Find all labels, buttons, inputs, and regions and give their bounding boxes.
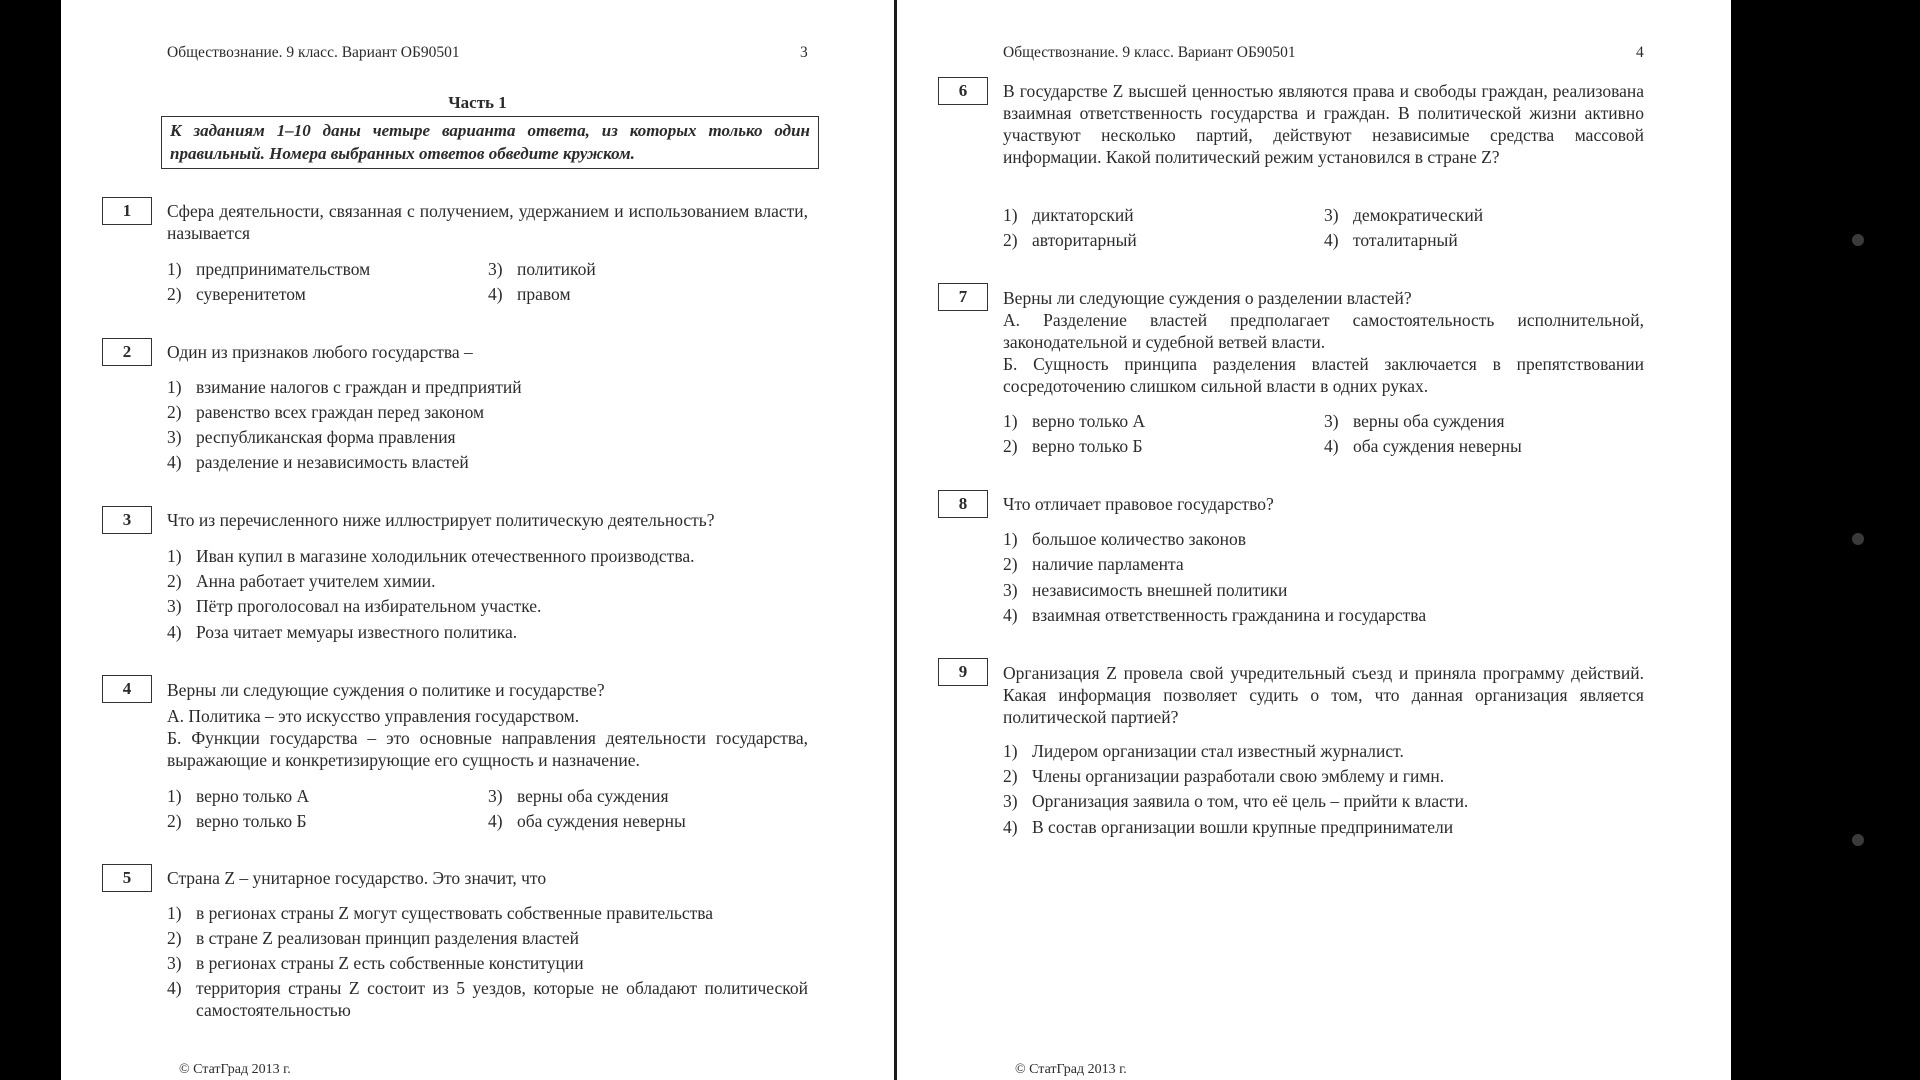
option-number: 3): [488, 786, 503, 806]
page-footer: © СтатГрад 2013 г.: [1015, 1062, 1127, 1077]
option-number: 2): [167, 811, 182, 831]
option-text: оба суждения неверны: [1353, 436, 1522, 456]
option-number: 4): [488, 284, 503, 304]
option-1[interactable]: [167, 785, 309, 807]
page-indicator-dot[interactable]: [1852, 234, 1864, 246]
option-text: Члены организации разработали свою эмблему и гимн.: [1032, 766, 1445, 786]
page-header: Обществознание. 9 класс. Вариант ОБ90501: [1003, 44, 1296, 61]
option-number: 2): [167, 402, 182, 422]
option-3[interactable]: [488, 258, 596, 280]
task-number: 2: [102, 338, 152, 366]
option-number: 2): [1003, 230, 1018, 250]
option-1[interactable]: [167, 376, 522, 398]
instructions-box: К заданиям 1–10 даны четыре варианта ответа, из которых только один правильный. Номера выбранных ответов обведите кружком.: [161, 116, 819, 169]
task-number: 6: [938, 77, 988, 105]
task-number: 7: [938, 283, 988, 311]
task-number: 4: [102, 675, 152, 703]
task-question: Один из признаков любого государства –: [167, 342, 473, 362]
option-text: разделение и независимость властей: [196, 452, 469, 472]
right-panel: [1731, 0, 1920, 1080]
option-2[interactable]: [167, 927, 579, 949]
option-text: диктаторский: [1032, 205, 1134, 225]
option-2[interactable]: [1003, 229, 1137, 251]
option-text: Лидером организации стал известный журналист.: [1032, 741, 1404, 761]
task-number: 1: [102, 197, 152, 225]
option-3[interactable]: [1003, 579, 1287, 601]
task-question: Верны ли следующие суждения о политике и государстве?: [167, 680, 605, 700]
option-text: в регионах страны Z есть собственные конституции: [196, 953, 584, 973]
page-number: 3: [800, 44, 808, 61]
option-1[interactable]: [1003, 204, 1134, 226]
option-number: 4): [167, 978, 182, 998]
option-1[interactable]: [167, 258, 370, 280]
task-number: 5: [102, 864, 152, 892]
option-number: 4): [167, 452, 182, 472]
option-4[interactable]: [488, 810, 686, 832]
task-number: 8: [938, 490, 988, 518]
option-text: верно только Б: [196, 811, 307, 831]
option-4[interactable]: [167, 977, 808, 1021]
task-question: Верны ли следующие суждения о разделении властей?: [1003, 288, 1412, 308]
option-text: В состав организации вошли крупные предприниматели: [1032, 817, 1454, 837]
option-text: взимание налогов с граждан и предприятий: [196, 377, 522, 397]
page-indicator-dot[interactable]: [1852, 533, 1864, 545]
option-text: верны оба суждения: [1353, 411, 1505, 431]
option-2[interactable]: [1003, 435, 1143, 457]
option-number: 3): [1003, 580, 1018, 600]
option-number: 4): [1324, 436, 1339, 456]
option-text: наличие парламента: [1032, 554, 1184, 574]
option-4[interactable]: [1003, 816, 1453, 838]
option-3[interactable]: [1324, 204, 1483, 226]
option-number: 1): [167, 259, 182, 279]
option-text: оба суждения неверны: [517, 811, 686, 831]
option-4[interactable]: [1324, 435, 1522, 457]
option-4[interactable]: [167, 621, 517, 643]
statement-b: Б. Сущность принципа разделения властей заключается в препятствовании сосредоточению слишком сильной власти в одних руках.: [1003, 354, 1644, 396]
option-text: равенство всех граждан перед законом: [196, 402, 485, 422]
option-number: 3): [1324, 411, 1339, 431]
option-number: 2): [1003, 436, 1018, 456]
statement-b: Б. Функции государства – это основные направления деятельности государства, выражающие и конкретизирующие его сущность и назначение.: [167, 728, 808, 770]
option-number: 1): [167, 786, 182, 806]
page-number: 4: [1636, 44, 1644, 61]
option-2[interactable]: [167, 570, 435, 592]
option-text: верны оба суждения: [517, 786, 669, 806]
option-number: 3): [167, 427, 182, 447]
option-number: 3): [1003, 791, 1018, 811]
option-3[interactable]: [1324, 410, 1505, 432]
option-text: верно только А: [196, 786, 310, 806]
option-1[interactable]: [167, 545, 695, 567]
option-3[interactable]: [488, 785, 669, 807]
option-1[interactable]: [1003, 740, 1404, 762]
option-number: 1): [167, 903, 182, 923]
right-page: [897, 0, 1731, 1080]
page-footer: © СтатГрад 2013 г.: [179, 1062, 291, 1077]
option-4[interactable]: [1324, 229, 1458, 251]
task-number: 9: [938, 658, 988, 686]
part-title: Часть 1: [448, 93, 507, 112]
page-header: Обществознание. 9 класс. Вариант ОБ90501: [167, 44, 460, 61]
option-text: политикой: [517, 259, 596, 279]
statement-a: А. Разделение властей предполагает самостоятельность исполнительной, законодательной и судебной ветвей власти.: [1003, 310, 1644, 352]
task-question: В государстве Z высшей ценностью являются права и свободы граждан, реализована взаимная ответственность государства и граждан. В политической жизни активно участвуют несколько партий, действуют независимые средства массовой информации. Какой политический режим установился в стране Z?: [1003, 81, 1644, 167]
option-number: 4): [488, 811, 503, 831]
option-text: верно только А: [1032, 411, 1146, 431]
option-number: 2): [167, 928, 182, 948]
option-text: Роза читает мемуары известного политика.: [196, 622, 518, 642]
option-text: суверенитетом: [196, 284, 306, 304]
left-page: [61, 0, 894, 1080]
option-number: 1): [1003, 741, 1018, 761]
page-indicator-dot[interactable]: [1852, 834, 1864, 846]
option-text: Анна работает учителем химии.: [196, 571, 436, 591]
option-number: 3): [1324, 205, 1339, 225]
option-1[interactable]: [1003, 528, 1246, 550]
task-number: 3: [102, 506, 152, 534]
option-2[interactable]: [167, 283, 306, 305]
task-question: Что отличает правовое государство?: [1003, 494, 1274, 514]
option-text: тоталитарный: [1353, 230, 1458, 250]
option-text: в регионах страны Z могут существовать собственные правительства: [196, 903, 714, 923]
option-text: независимость внешней политики: [1032, 580, 1288, 600]
option-number: 2): [1003, 766, 1018, 786]
option-3[interactable]: [167, 952, 584, 974]
option-3[interactable]: [167, 595, 541, 617]
option-number: 3): [167, 953, 182, 973]
option-4[interactable]: [167, 451, 469, 473]
statement-a: А. Политика – это искусство управления государством.: [167, 706, 580, 726]
option-text: авторитарный: [1032, 230, 1137, 250]
option-2[interactable]: [1003, 765, 1444, 787]
option-text: республиканская форма правления: [196, 427, 456, 447]
option-1[interactable]: [1003, 410, 1145, 432]
option-number: 1): [1003, 205, 1018, 225]
option-number: 1): [167, 546, 182, 566]
task-question: Организация Z провела свой учредительный съезд и приняла программу действий. Какая информация позволяет судить о том, что данная организация является политической партией?: [1003, 663, 1644, 727]
task-question: Страна Z – унитарное государство. Это значит, что: [167, 868, 547, 888]
option-text: большое количество законов: [1032, 529, 1247, 549]
option-text: территория страны Z состоит из 5 уездов, которые не обладают политической самостоятельностью: [196, 978, 808, 1020]
option-number: 4): [1003, 817, 1018, 837]
option-4[interactable]: [1003, 604, 1426, 626]
option-number: 4): [1324, 230, 1339, 250]
option-text: демократический: [1353, 205, 1484, 225]
option-1[interactable]: [167, 902, 713, 924]
option-number: 2): [167, 284, 182, 304]
option-text: Организация заявила о том, что её цель – прийти к власти.: [1032, 791, 1469, 811]
option-2[interactable]: [1003, 553, 1184, 575]
task-question: Что из перечисленного ниже иллюстрирует политическую деятельность?: [167, 510, 715, 530]
option-text: в стране Z реализован принцип разделения властей: [196, 928, 580, 948]
option-text: Пётр проголосовал на избирательном участке.: [196, 596, 542, 616]
option-3[interactable]: [167, 426, 456, 448]
option-number: 3): [167, 596, 182, 616]
option-number: 4): [167, 622, 182, 642]
option-text: Иван купил в магазине холодильник отечественного производства.: [196, 546, 695, 566]
option-text: правом: [517, 284, 571, 304]
option-number: 1): [1003, 411, 1018, 431]
option-number: 3): [488, 259, 503, 279]
option-2[interactable]: [167, 810, 307, 832]
option-number: 4): [1003, 605, 1018, 625]
option-text: взаимная ответственность гражданина и государства: [1032, 605, 1427, 625]
option-text: верно только Б: [1032, 436, 1143, 456]
option-number: 2): [167, 571, 182, 591]
option-2[interactable]: [167, 401, 484, 423]
option-4[interactable]: [488, 283, 571, 305]
option-3[interactable]: [1003, 790, 1468, 812]
option-number: 1): [167, 377, 182, 397]
option-number: 1): [1003, 529, 1018, 549]
option-number: 2): [1003, 554, 1018, 574]
option-text: предпринимательством: [196, 259, 371, 279]
task-question: Сфера деятельности, связанная с получением, удержанием и использованием власти, называется: [167, 201, 808, 243]
